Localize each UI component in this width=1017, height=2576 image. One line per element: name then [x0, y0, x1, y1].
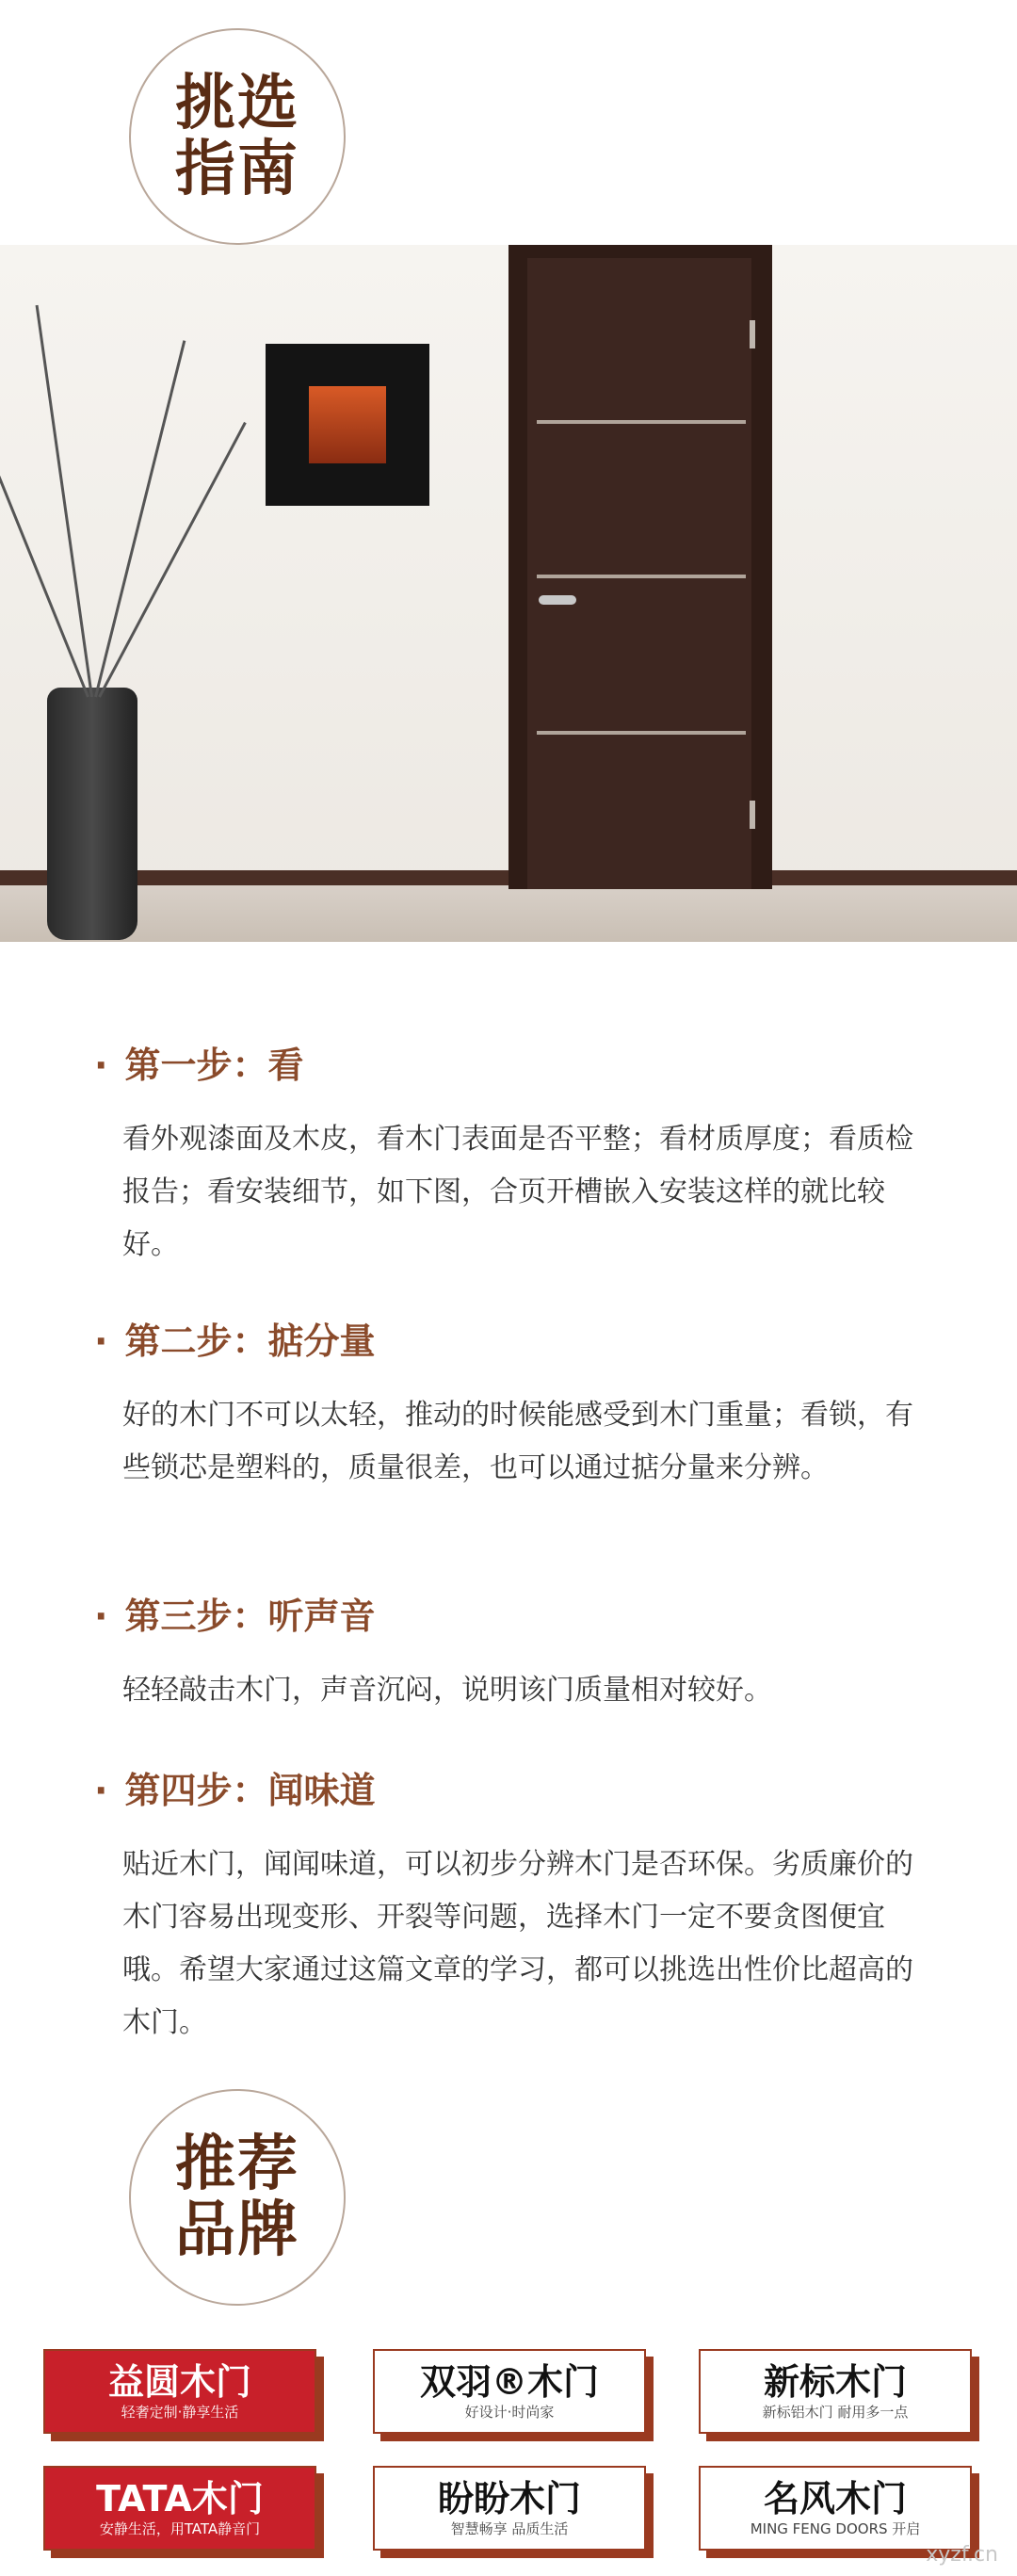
- step-text: 看外观漆面及木皮，看木门表面是否平整；看材质厚度；看质检报告；看安装细节，如下图，合页开槽嵌入安装这样的就比较好。: [122, 1123, 913, 1261]
- step-title: · 第四步：闻味道: [94, 1770, 376, 1811]
- section-title-guide: [129, 28, 346, 245]
- brand-logo-panpan: 盼盼木门 智慧畅享 品质生活: [373, 2466, 646, 2551]
- floor: [0, 885, 1017, 942]
- section-title-line2: 指南: [175, 134, 299, 204]
- brand-logo-mingfeng: 名风木门 MING FENG DOORS 开启: [699, 2466, 972, 2551]
- brand-logo-shuangyu: 双羽®木门 好设计·时尚家: [373, 2349, 646, 2434]
- step-title: · 第二步：掂分量: [94, 1320, 376, 1362]
- hero-door-image: [0, 245, 1017, 942]
- step-title: · 第三步：听声音: [94, 1596, 376, 1637]
- watermark: xyzf.cn: [926, 2543, 998, 2567]
- decor-branch: [0, 382, 89, 698]
- step-text: 贴近木门，闻闻味道，可以初步分辨木门是否环保。劣质廉价的木门容易出现变形、开裂等问题，选择木门一定不要贪图便宜哦。希望大家通过这篇文章的学习，都可以挑选出性价比超高的木门。: [122, 1848, 913, 2039]
- section-title-line2: 品牌: [175, 2195, 299, 2265]
- step-text: 好的木门不可以太轻，推动的时候能感受到木门重量；看锁，有些锁芯是塑料的，质量很差，也可以通过掂分量来分辨。: [122, 1399, 913, 1484]
- step-text: 轻轻敲击木门，声音沉闷，说明该门质量相对较好。: [122, 1674, 772, 1707]
- brand-logo-tata: TATA木门 安静生活，用TATA静音门: [43, 2466, 316, 2551]
- decor-branch: [94, 340, 186, 697]
- door-trim-line: [537, 420, 746, 424]
- door-trim-line: [537, 731, 746, 735]
- brand-logo-xinbiao: 新标木门 新标铝木门 耐用多一点: [699, 2349, 972, 2434]
- section-title-line1: 挑选: [175, 68, 299, 138]
- door-hinge: [750, 801, 755, 829]
- decor-vase: [47, 688, 137, 940]
- decor-branch: [98, 422, 247, 698]
- wall-painting: [266, 344, 429, 506]
- door-handle: [539, 595, 576, 605]
- brand-logo-yiyuan: 益圆木门 轻奢定制·静享生活: [43, 2349, 316, 2434]
- door-trim-line: [537, 575, 746, 578]
- section-title-brands: [129, 2089, 346, 2306]
- step-title: · 第一步：看: [94, 1045, 304, 1086]
- section-title-line1: 推荐: [175, 2129, 299, 2199]
- door-hinge: [750, 320, 755, 348]
- wooden-door: [527, 258, 751, 889]
